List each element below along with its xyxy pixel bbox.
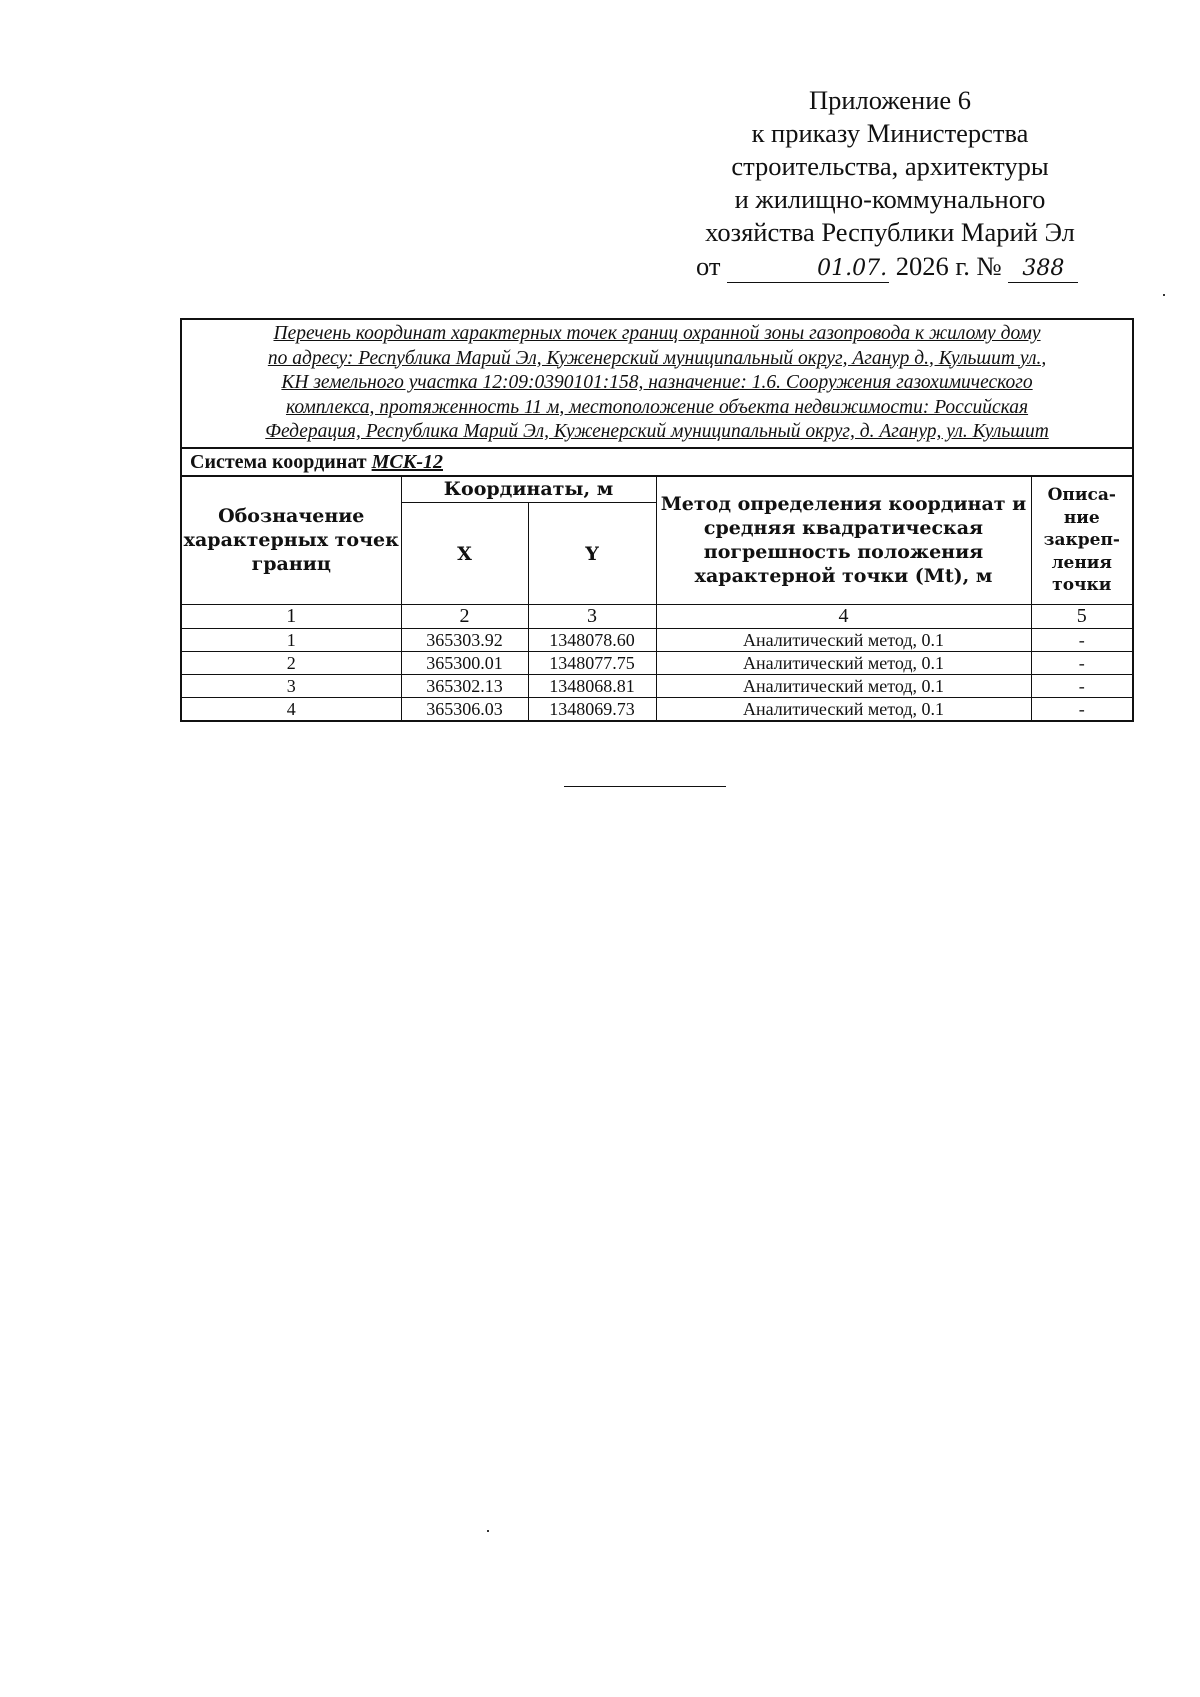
title-line: комплекса, протяженность 11 м, местоположение объекта недвижимости: Российская <box>285 396 1029 418</box>
method-value: Аналитический метод, 0.1 <box>656 652 1031 675</box>
scan-speck <box>1163 294 1165 296</box>
description-value: - <box>1031 698 1133 722</box>
description-value: - <box>1031 629 1133 652</box>
column-number: 4 <box>656 605 1031 629</box>
point-id: 2 <box>181 652 401 675</box>
column-number: 5 <box>1031 605 1133 629</box>
table-row <box>181 675 1133 698</box>
x-value: 365302.13 <box>401 675 528 698</box>
header-method: Метод определения координат и средняя квадратическая погрешность положения характерной точки (Mt), м <box>656 476 1031 605</box>
point-id: 3 <box>181 675 401 698</box>
coordinates-table <box>180 318 1134 722</box>
column-number: 3 <box>528 605 656 629</box>
title-line: Федерация, Республика Марий Эл, Куженерский муниципальный округ, д. Аганур, ул. Кульшит <box>265 421 1049 442</box>
document-header <box>690 84 1090 249</box>
appendix-title: Приложение 6 <box>808 85 972 115</box>
table-row <box>181 698 1133 722</box>
y-value: 1348077.75 <box>528 652 656 675</box>
header-y: Y <box>528 503 656 605</box>
date-prefix: от <box>696 251 721 281</box>
coordinate-system-code: МСК-12 <box>371 450 443 473</box>
header-coordinates: Координаты, м <box>401 476 656 503</box>
header-designation: Обозначение характерных точек границ <box>181 476 401 605</box>
header-line-2: к приказу Министерства <box>751 118 1029 148</box>
end-divider-line <box>564 786 726 787</box>
point-id: 1 <box>181 629 401 652</box>
x-value: 365300.01 <box>401 652 528 675</box>
point-id: 4 <box>181 698 401 722</box>
method-value: Аналитический метод, 0.1 <box>656 675 1031 698</box>
title-line: КН земельного участка 12:09:0390101:158, назначение: 1.6. Сооружения газохимического <box>281 372 1033 393</box>
table-row <box>181 629 1133 652</box>
coordinate-system-row <box>181 448 1133 476</box>
coordinate-system-label: Система координат <box>190 450 367 473</box>
y-value: 1348069.73 <box>528 698 656 722</box>
header-line-5: хозяйства Республики Марий Эл <box>705 217 1075 247</box>
table-row <box>181 652 1133 675</box>
method-value: Аналитический метод, 0.1 <box>656 629 1031 652</box>
order-date-handwritten: 01.07. <box>727 256 889 283</box>
order-date-line <box>696 250 1096 283</box>
header-line-4: и жилищно-коммунального <box>734 184 1046 214</box>
order-year: 2026 г. № <box>895 251 1002 281</box>
description-value: - <box>1031 675 1133 698</box>
table-title <box>181 319 1133 448</box>
description-value: - <box>1031 652 1133 675</box>
column-number: 1 <box>181 605 401 629</box>
header-description: Описа-ние закреп-ления точки <box>1031 476 1133 605</box>
column-number: 2 <box>401 605 528 629</box>
header-x: X <box>401 503 528 605</box>
title-line: по адресу: Республика Марий Эл, Куженерский муниципальный округ, Аганур д., Кульшит ул., <box>267 347 1047 369</box>
method-value: Аналитический метод, 0.1 <box>656 698 1031 722</box>
x-value: 365303.92 <box>401 629 528 652</box>
x-value: 365306.03 <box>401 698 528 722</box>
title-line: Перечень координат характерных точек границ охранной зоны газопровода к жилому дому <box>273 323 1041 344</box>
header-line-3: строительства, архитектуры <box>731 151 1049 181</box>
y-value: 1348078.60 <box>528 629 656 652</box>
y-value: 1348068.81 <box>528 675 656 698</box>
scan-speck <box>487 1530 489 1532</box>
column-numbers-row <box>181 605 1133 629</box>
order-number-handwritten: 388 <box>1008 256 1078 283</box>
